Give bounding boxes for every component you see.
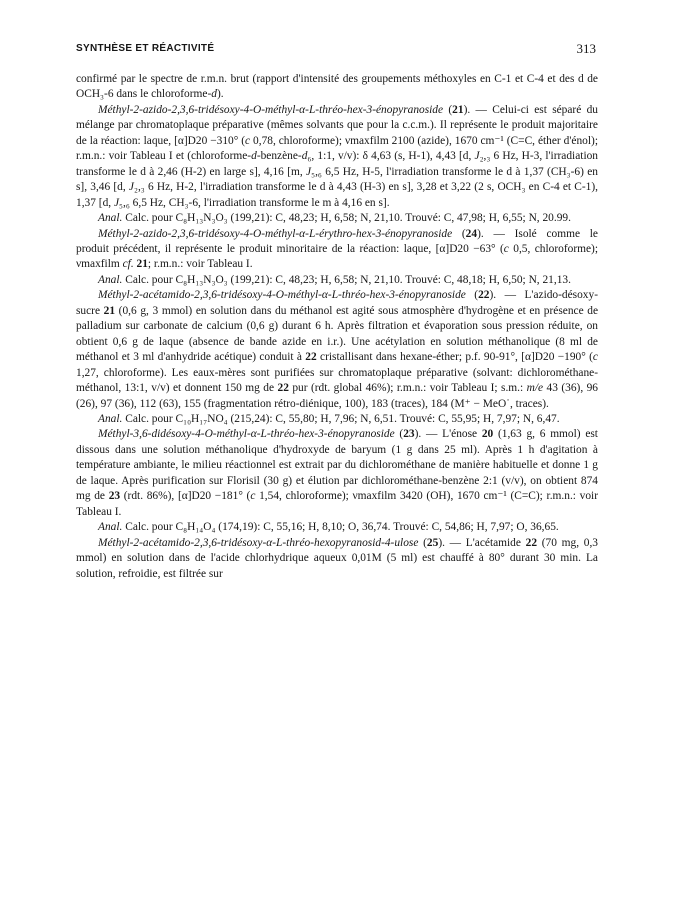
text-run: Anal. [98, 212, 123, 225]
text-run: J [113, 196, 120, 209]
text-run: Calc. pour C₁₀H₁₇NO₄ (215,24): C, 55,80; H, 7,96; N, 6,51. Trouvé: C, 55,95; H, 7,97; N, 6,47. [122, 412, 560, 425]
text-run: pur (rdt. global 46%); r.m.n.: voir Tableau I; s.m.: [288, 382, 527, 395]
text-run: ). — L'azido-désoxy-sucre [76, 289, 598, 317]
text-run: Calc. pour C₈H₁₃N₃O₃ (199,21): C, 48,23; H, 6,58; N, 21,10. Trouvé: C, 48,18; H, 6,50; N, 21,13. [122, 273, 571, 286]
text-run: ( [394, 428, 404, 441]
text-run: 0,5, chloroforme); νmaxfilm [76, 242, 598, 271]
paragraph [76, 211, 598, 226]
text-run: 23 [108, 490, 121, 503]
text-run: Méthyl-2-azido-2,3,6-tridésoxy-4-O-méthyl-α-L-thréo-hex-3-énopyranoside [98, 103, 444, 116]
page-header [76, 43, 598, 63]
text-run: 0,78, chloroforme); νmaxfilm 2100 (azide), 1670 cm⁻¹ (C=C, éther d'énol); r.m.n.: voir Tableau I et (chloroforme- [76, 134, 598, 163]
text-run: Méthyl-2-azido-2,3,6-tridésoxy-4-O-méthyl-α-L-érythro-hex-3-énopyranoside [98, 227, 453, 240]
text-run: 22 [478, 289, 490, 302]
text-run: Anal. [98, 273, 123, 286]
paragraph [76, 227, 598, 273]
text-run: ₅,₆ 6,5 Hz, CH₃-6, l'irradiation transforme le m à 4,16 en s]. [119, 196, 390, 209]
paragraph [76, 536, 598, 582]
text-run: Méthyl-3,6-didésoxy-4-O-méthyl-α-L-thréo-hex-3-énopyranoside [98, 428, 395, 441]
text-run: 24 [465, 227, 478, 240]
text-run: ). — L'énose [414, 428, 482, 441]
text-run: 21 [103, 304, 116, 317]
text-run: ₅,₆ 6,5 Hz, H-5, l'irradiation transforme le d à 1,37 (CH₃-6) en s], 3,46 [d, [76, 165, 598, 194]
text-run: ₆, 1:1, v/v): δ 4,63 (s, H-1), 4,43 [d, [307, 150, 475, 163]
text-run: Méthyl-2-acétamido-2,3,6-tridésoxy-4-O-méthyl-α-L-thréo-hex-3-énopyranoside [98, 289, 466, 302]
text-run: (0,6 g, 3 mmol) en solution dans du méthanol est agité sous atmosphère d'hydrogène et en présence de palladium sur carbonate de calcium (0,6 g) durant 6 h. Après filtration et évaporation sous pression réduite, on obtient 0,6 g de laque (absence de bande azide en i.r.). Une acétylation en solution méthanolique (8 ml de méthanol et 3 ml d'anhydride acétique) conduit à [76, 304, 599, 364]
paragraph [76, 427, 598, 520]
text-run: 22 [305, 351, 317, 364]
text-run: d [251, 150, 257, 163]
text-run: -benzène- [256, 150, 302, 163]
text-run: 21 [136, 258, 148, 271]
text-run: cristallisant dans hexane-éther; p.f. 90-91°, [α]D20 −190° ( [316, 351, 593, 364]
text-run: 43 (36), 96 (26), 97 (36), 112 (63), 155 (fragmentation rétro-diénique, 100), 183 (traces), 184 (M⁺ − MeO˙, traces). [76, 382, 598, 410]
text-run: (70 mg, 0,3 mmol) en solution dans de l'acide chlorhydrique aqueux 0,01M (5 ml) est chauffé à 80° durant 30 min. La solution, refroidie, est filtrée sur [76, 536, 598, 580]
text-run: ). — Isolé comme le produit précédent, il représente le produit minoritaire de la réaction: laque, [α]D20 −63° ( [76, 227, 598, 255]
text-run: ( [465, 289, 479, 302]
text-run: ₂,₃ 6 Hz, H-2, l'irradiation transforme le d à 4,43 (H-3) en s], 3,28 et 3,22 (2 s, OCH₃ en C-4 et C-1), 1,37 [d, [76, 181, 599, 209]
text-run: c [503, 242, 509, 255]
paragraph [76, 103, 598, 211]
text-run: 22 [525, 536, 538, 549]
paragraph [76, 72, 598, 103]
text-run: (1,63 g, 6 mmol) est dissous dans une solution méthanolique d'hydroxyde de baryum (1 g dans 25 ml). Après 1 h d'agitation à température ambiante, le milieu réactionnel est extrait par du dichlorométhane de manière habituelle et donne 1 g de laque. Après purification sur Florisil (30 g) et élution par dichlorométhane-benzène 2:1 (v/v), on obtient 874 mg de [76, 428, 598, 503]
text-run: (rdt. 86%), [α]D20 −181° ( [120, 490, 251, 503]
text-run: Anal. [98, 521, 123, 534]
body-text [76, 72, 598, 582]
text-run: 1,54, chloroforme); νmaxfilm 3420 (OH), 1670 cm⁻¹ (C=C); r.m.n.: voir Tableau I. [76, 490, 598, 518]
text-run: Méthyl-2-acétamido-2,3,6-tridésoxy-α-L-thréo-hexopyranosid-4-ulose [98, 536, 419, 549]
text-run: ). [216, 88, 224, 101]
paragraph [76, 273, 598, 288]
text-run: c [250, 490, 256, 503]
text-run: Anal. [98, 412, 123, 425]
text-run: ( [452, 227, 466, 240]
text-run: Calc. pour C₈H₁₄O₄ (174,19): C, 55,16; H, 8,10; O, 36,74. Trouvé: C, 54,86; H, 7,97; O, 36,65. [122, 521, 559, 534]
text-run: 21 [452, 103, 464, 116]
paragraph [76, 288, 598, 412]
text-run: Calc. pour C₈H₁₃N₃O₃ (199,21): C, 48,23; H, 6,58; N, 21,10. Trouvé: C, 47,98; H, 6,55; N, 20.99. [122, 212, 571, 225]
text-run: ). — Celui-ci est séparé du mélange par chromatoplaque préparative (mêmes solvants que pour la c.c.m.). Il représente le produit majoritaire de la réaction: laque, [α]D20 −310° ( [76, 103, 598, 147]
text-run: d [211, 88, 217, 101]
text-run: J [306, 165, 312, 178]
text-run: J [128, 181, 134, 194]
text-run: cf. [122, 258, 134, 271]
paragraph [76, 412, 598, 427]
text-run: d [301, 150, 308, 163]
text-run: c [592, 351, 598, 364]
text-run: ₂,₃ 6 Hz, H-3, l'irradiation transforme le d à 2,46 (H-2) en large s], 4,16 [m, [76, 150, 598, 178]
text-run: 20 [481, 428, 494, 441]
page-number: 313 [576, 41, 596, 56]
text-run: c [245, 134, 251, 147]
paragraph [76, 520, 598, 535]
running-head: SYNTHÈSE ET RÉACTIVITÉ [76, 43, 215, 54]
text-run: m/e [526, 382, 544, 395]
text-run: confirmé par le spectre de r.m.n. brut (rapport d'intensité des groupements méthoxyles en C-1 et C-4 et des d de OCH₃-6 dans le chloroforme- [76, 73, 598, 101]
text-run: ). — L'acétamide [438, 536, 526, 549]
text-run: ( [443, 103, 453, 116]
text-run: J [474, 150, 480, 163]
text-run: ( [418, 536, 427, 549]
text-run: 25 [426, 536, 439, 549]
text-run: 23 [403, 428, 415, 441]
text-run: 22 [277, 382, 289, 395]
text-run: 1,27, chloroforme). Les eaux-mères sont purifiées sur chromatoplaque préparative (solvant: dichlorométhane-méthanol, 13:1, v/v) et donnent 150 mg de [76, 366, 598, 395]
text-run: ; r.m.n.: voir Tableau I. [147, 258, 253, 271]
